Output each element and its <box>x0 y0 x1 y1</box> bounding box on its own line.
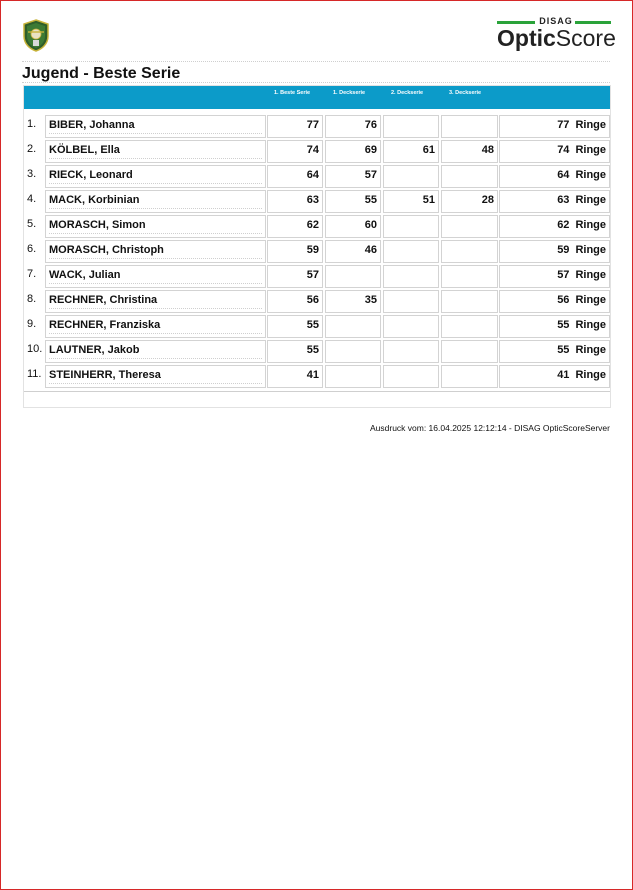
deckserie-1-cell <box>325 215 381 238</box>
beste-serie-cell <box>267 215 323 238</box>
total-cell <box>499 365 610 388</box>
rank-cell <box>24 265 44 288</box>
total-unit: Ringe <box>575 194 606 206</box>
total-text <box>557 119 606 131</box>
total-text <box>557 319 606 331</box>
beste-serie-cell <box>267 115 323 138</box>
total-text <box>557 219 606 231</box>
total-cell <box>499 340 610 363</box>
rank-cell <box>24 165 44 188</box>
print-footer: Ausdruck vom: 16.04.2025 12:12:14 - DISAG OpticScoreServer <box>369 423 610 433</box>
deckserie-2-cell <box>383 215 439 238</box>
deckserie-3-cell <box>441 165 498 188</box>
page-title: Jugend - Beste Serie <box>22 65 181 82</box>
logo-score: Score <box>555 25 616 51</box>
beste-serie-cell <box>267 365 323 388</box>
deckserie-1-value: 46 <box>364 244 377 256</box>
deckserie-1-value: 69 <box>364 144 377 156</box>
deckserie-1-cell <box>325 165 381 188</box>
column-header-deckserie-3: 3. Deckserie <box>449 90 482 96</box>
table-row <box>24 365 610 390</box>
beste-serie-cell <box>267 165 323 188</box>
name-cell <box>45 115 266 138</box>
total-value: 63 <box>557 194 570 206</box>
table-row <box>24 215 610 240</box>
opticscore-logo <box>497 16 616 51</box>
deckserie-3-cell <box>441 290 498 313</box>
total-text <box>557 369 606 381</box>
deckserie-2-value: 61 <box>422 144 435 156</box>
total-unit: Ringe <box>575 244 606 256</box>
deckserie-1-value: 57 <box>364 169 377 181</box>
name-cell <box>45 240 266 263</box>
deckserie-2-cell <box>383 140 439 163</box>
deckserie-1-cell <box>325 340 381 363</box>
deckserie-1-cell <box>325 140 381 163</box>
deckserie-3-cell <box>441 265 498 288</box>
name-cell <box>45 215 266 238</box>
total-cell <box>499 165 610 188</box>
deckserie-1-cell <box>325 265 381 288</box>
deckserie-1-value: 35 <box>364 294 377 306</box>
table-row <box>24 290 610 315</box>
total-value: 55 <box>557 319 570 331</box>
beste-serie-cell <box>267 265 323 288</box>
shooter-name: BIBER, Johanna <box>49 119 135 131</box>
shooter-name: WACK, Julian <box>49 269 121 281</box>
title-separator <box>22 82 610 83</box>
rank-text: 10. <box>27 343 43 355</box>
rank-text: 4. <box>27 193 37 205</box>
deckserie-3-value: 48 <box>481 144 494 156</box>
deckserie-2-cell <box>383 190 439 213</box>
beste-serie-value: 63 <box>306 194 319 206</box>
shooter-name: MACK, Korbinian <box>49 194 140 206</box>
total-unit: Ringe <box>575 344 606 356</box>
deckserie-1-cell <box>325 115 381 138</box>
total-text <box>557 269 606 281</box>
table-row <box>24 140 610 165</box>
total-unit: Ringe <box>575 294 606 306</box>
table-bottom-line <box>24 391 610 392</box>
table-row <box>24 165 610 190</box>
total-unit: Ringe <box>575 269 606 281</box>
shooter-name: RIECK, Leonard <box>49 169 133 181</box>
beste-serie-cell <box>267 190 323 213</box>
table-row <box>24 265 610 290</box>
name-cell <box>45 290 266 313</box>
shooter-name: MORASCH, Christoph <box>49 244 164 256</box>
rank-cell <box>24 315 44 338</box>
beste-serie-value: 41 <box>306 369 319 381</box>
deckserie-2-cell <box>383 265 439 288</box>
column-header-beste-serie: 1. Beste Serie <box>274 90 311 96</box>
shooter-name: RECHNER, Christina <box>49 294 158 306</box>
beste-serie-value: 64 <box>306 169 319 181</box>
header-separator <box>22 61 610 62</box>
beste-serie-value: 59 <box>306 244 319 256</box>
name-cell <box>45 365 266 388</box>
beste-serie-cell <box>267 240 323 263</box>
name-underline <box>49 183 262 184</box>
deckserie-1-value: 76 <box>364 119 377 131</box>
deckserie-2-value: 51 <box>422 194 435 206</box>
logo-opticscore-text <box>497 25 616 52</box>
shooter-name: STEINHERR, Theresa <box>49 369 161 381</box>
rank-text: 2. <box>27 143 37 155</box>
logo-optic: Optic <box>497 25 556 51</box>
table-header <box>24 86 610 109</box>
total-unit: Ringe <box>575 144 606 156</box>
deckserie-3-cell <box>441 115 498 138</box>
rank-cell <box>24 190 44 213</box>
deckserie-3-cell <box>441 340 498 363</box>
total-unit: Ringe <box>575 169 606 181</box>
name-underline <box>49 258 262 259</box>
beste-serie-value: 62 <box>306 219 319 231</box>
logo-disag-text: DISAG <box>539 16 573 26</box>
total-value: 41 <box>557 369 570 381</box>
table-row <box>24 190 610 215</box>
shooter-name: MORASCH, Simon <box>49 219 146 231</box>
name-underline <box>49 158 262 159</box>
beste-serie-cell <box>267 315 323 338</box>
rank-text: 5. <box>27 218 37 230</box>
total-cell <box>499 215 610 238</box>
rank-cell <box>24 290 44 313</box>
rank-cell <box>24 140 44 163</box>
deckserie-1-cell <box>325 365 381 388</box>
total-value: 56 <box>557 294 570 306</box>
total-unit: Ringe <box>575 369 606 381</box>
total-text <box>557 294 606 306</box>
deckserie-3-value: 28 <box>481 194 494 206</box>
deckserie-1-cell <box>325 190 381 213</box>
rank-cell <box>24 115 44 138</box>
beste-serie-cell <box>267 340 323 363</box>
table-row <box>24 115 610 140</box>
total-value: 77 <box>557 119 570 131</box>
name-underline <box>49 283 262 284</box>
name-underline <box>49 208 262 209</box>
total-unit: Ringe <box>575 119 606 131</box>
total-text <box>557 194 606 206</box>
total-value: 55 <box>557 344 570 356</box>
name-cell <box>45 265 266 288</box>
name-underline <box>49 233 262 234</box>
deckserie-1-cell <box>325 315 381 338</box>
beste-serie-value: 56 <box>306 294 319 306</box>
beste-serie-value: 55 <box>306 319 319 331</box>
name-cell <box>45 340 266 363</box>
total-text <box>557 244 606 256</box>
deckserie-2-cell <box>383 365 439 388</box>
total-value: 57 <box>557 269 570 281</box>
beste-serie-value: 77 <box>306 119 319 131</box>
deckserie-3-cell <box>441 190 498 213</box>
deckserie-1-value: 55 <box>364 194 377 206</box>
deckserie-3-cell <box>441 215 498 238</box>
total-value: 74 <box>557 144 570 156</box>
beste-serie-cell <box>267 290 323 313</box>
deckserie-2-cell <box>383 340 439 363</box>
shooter-name: RECHNER, Franziska <box>49 319 161 331</box>
results-table <box>23 85 611 408</box>
rank-cell <box>24 240 44 263</box>
total-text <box>557 144 606 156</box>
deckserie-2-cell <box>383 115 439 138</box>
rank-text: 8. <box>27 293 37 305</box>
total-cell <box>499 290 610 313</box>
logo-bar-right <box>575 21 611 24</box>
name-cell <box>45 165 266 188</box>
total-unit: Ringe <box>575 319 606 331</box>
name-underline <box>49 358 262 359</box>
deckserie-1-cell <box>325 240 381 263</box>
table-row <box>24 240 610 265</box>
rank-text: 6. <box>27 243 37 255</box>
rank-cell <box>24 215 44 238</box>
total-cell <box>499 115 610 138</box>
deckserie-1-cell <box>325 290 381 313</box>
column-header-deckserie-1: 1. Deckserie <box>333 90 366 96</box>
deckserie-3-cell <box>441 365 498 388</box>
rank-text: 11. <box>27 368 42 380</box>
deckserie-3-cell <box>441 240 498 263</box>
name-underline <box>49 133 262 134</box>
total-cell <box>499 315 610 338</box>
total-cell <box>499 265 610 288</box>
deckserie-3-cell <box>441 315 498 338</box>
total-cell <box>499 140 610 163</box>
deckserie-2-cell <box>383 315 439 338</box>
rank-cell <box>24 340 44 363</box>
rank-text: 9. <box>27 318 37 330</box>
beste-serie-value: 74 <box>306 144 319 156</box>
rank-text: 1. <box>27 118 37 130</box>
name-underline <box>49 333 262 334</box>
beste-serie-value: 55 <box>306 344 319 356</box>
total-text <box>557 344 606 356</box>
deckserie-2-cell <box>383 165 439 188</box>
total-value: 64 <box>557 169 570 181</box>
shooter-name: KÖLBEL, Ella <box>49 144 120 156</box>
rank-text: 3. <box>27 168 37 180</box>
deckserie-2-cell <box>383 290 439 313</box>
rank-text: 7. <box>27 268 37 280</box>
logo-bar-left <box>497 21 535 24</box>
shooter-name: LAUTNER, Jakob <box>49 344 140 356</box>
deckserie-2-cell <box>383 240 439 263</box>
name-cell <box>45 315 266 338</box>
deckserie-3-cell <box>441 140 498 163</box>
name-cell <box>45 190 266 213</box>
total-unit: Ringe <box>575 219 606 231</box>
club-crest-icon <box>22 19 50 52</box>
total-value: 59 <box>557 244 570 256</box>
deckserie-1-value: 60 <box>364 219 377 231</box>
table-row <box>24 340 610 365</box>
total-value: 62 <box>557 219 570 231</box>
name-underline <box>49 308 262 309</box>
table-row <box>24 315 610 340</box>
name-cell <box>45 140 266 163</box>
total-text <box>557 169 606 181</box>
beste-serie-value: 57 <box>306 269 319 281</box>
name-underline <box>49 383 262 384</box>
total-cell <box>499 190 610 213</box>
column-header-deckserie-2: 2. Deckserie <box>391 90 424 96</box>
beste-serie-cell <box>267 140 323 163</box>
total-cell <box>499 240 610 263</box>
rank-cell <box>24 365 44 388</box>
